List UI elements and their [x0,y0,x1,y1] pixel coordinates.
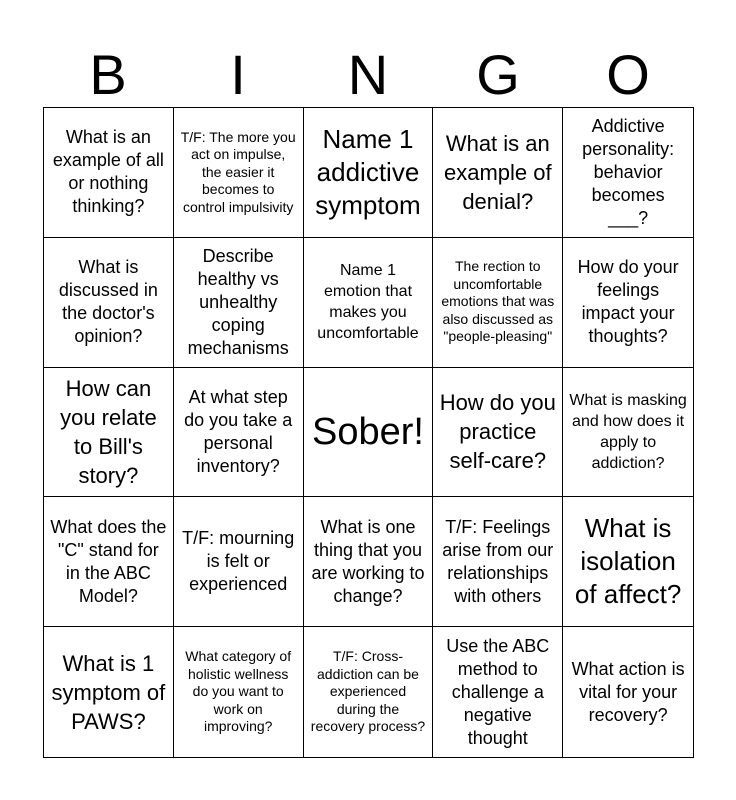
bingo-cell[interactable] [304,627,434,757]
bingo-cell[interactable] [44,238,174,368]
bingo-cell[interactable] [304,497,434,627]
bingo-cell[interactable] [563,368,693,498]
bingo-cell[interactable] [44,497,174,627]
bingo-cell-text: How do your feelings impact your thoughts? [577,257,679,347]
bingo-cell[interactable] [433,368,563,498]
bingo-cell-text: How can you relate to Bill's story? [60,375,157,488]
bingo-cell[interactable] [563,497,693,627]
header-letter-b: B [89,43,127,106]
bingo-cell-text: Describe healthy vs unhealthy coping mechanisms [187,245,289,358]
bingo-cell-text: What does the "C" stand for in the ABC Model? [50,516,167,606]
bingo-cell[interactable] [44,108,174,238]
bingo-cell[interactable] [174,108,304,238]
bingo-cell-text: T/F: Cross-addiction can be experienced during the recovery process? [310,648,426,735]
bingo-cell-text: T/F: Feelings arise from our relationships with others [442,516,554,606]
bingo-board [43,107,694,758]
bingo-cell-text: What is masking and how does it apply to addiction? [569,391,687,472]
bingo-cell-text: T/F: The more you act on impulse, the easier it becomes to control impulsivity [180,128,296,215]
bingo-cell[interactable] [174,497,304,627]
bingo-header [43,42,693,108]
bingo-cell-text: What category of holistic wellness do you want to work on improving? [185,648,292,735]
free-space-text: Sober! [312,410,424,453]
bingo-cell-text: What is an example of all or nothing thinking? [52,127,164,217]
bingo-cell-text: T/F: mourning is felt or experienced [182,528,295,595]
bingo-cell[interactable] [433,497,563,627]
bingo-cell-text: What is an example of denial? [443,130,552,214]
bingo-cell[interactable] [563,627,693,757]
bingo-cell-text: Use the ABC method to challenge a negative thought [446,635,550,748]
bingo-cell-text: What is discussed in the doctor's opinion? [58,257,158,347]
bingo-cell[interactable] [433,238,563,368]
free-space-cell[interactable] [304,368,434,498]
bingo-cell-text: What action is vital for your recovery? [571,658,685,725]
bingo-cell[interactable] [304,108,434,238]
header-letter-n: N [347,43,389,106]
bingo-cell[interactable] [304,238,434,368]
bingo-cell[interactable] [433,108,563,238]
bingo-cell[interactable] [44,368,174,498]
bingo-cell-text: At what step do you take a personal inventory? [184,386,293,476]
bingo-cell-text: Addictive personality: behavior becomes ___? [582,115,675,228]
bingo-cell[interactable] [174,627,304,757]
bingo-cell[interactable] [563,108,693,238]
header-letter-i: I [230,43,246,106]
header-letter-o: O [606,43,650,106]
bingo-cell-text: How do you practice self-care? [439,390,556,474]
bingo-cell-text: What is 1 symptom of PAWS? [51,650,166,734]
bingo-cell[interactable] [174,238,304,368]
bingo-cell-text: Name 1 addictive symptom [315,123,421,220]
bingo-cell[interactable] [174,368,304,498]
bingo-cell-text: What is isolation of affect? [574,513,682,610]
bingo-cell-text: What is one thing that you are working to change? [311,516,425,606]
bingo-cell-text: The rection to uncomfortable emotions that was also discussed as "people-pleasing" [441,258,555,345]
bingo-cell[interactable] [563,238,693,368]
header-letter-g: G [476,43,520,106]
bingo-cell[interactable] [44,627,174,757]
bingo-cell[interactable] [433,627,563,757]
bingo-cell-text: Name 1 emotion that makes you uncomfortable [317,262,419,343]
